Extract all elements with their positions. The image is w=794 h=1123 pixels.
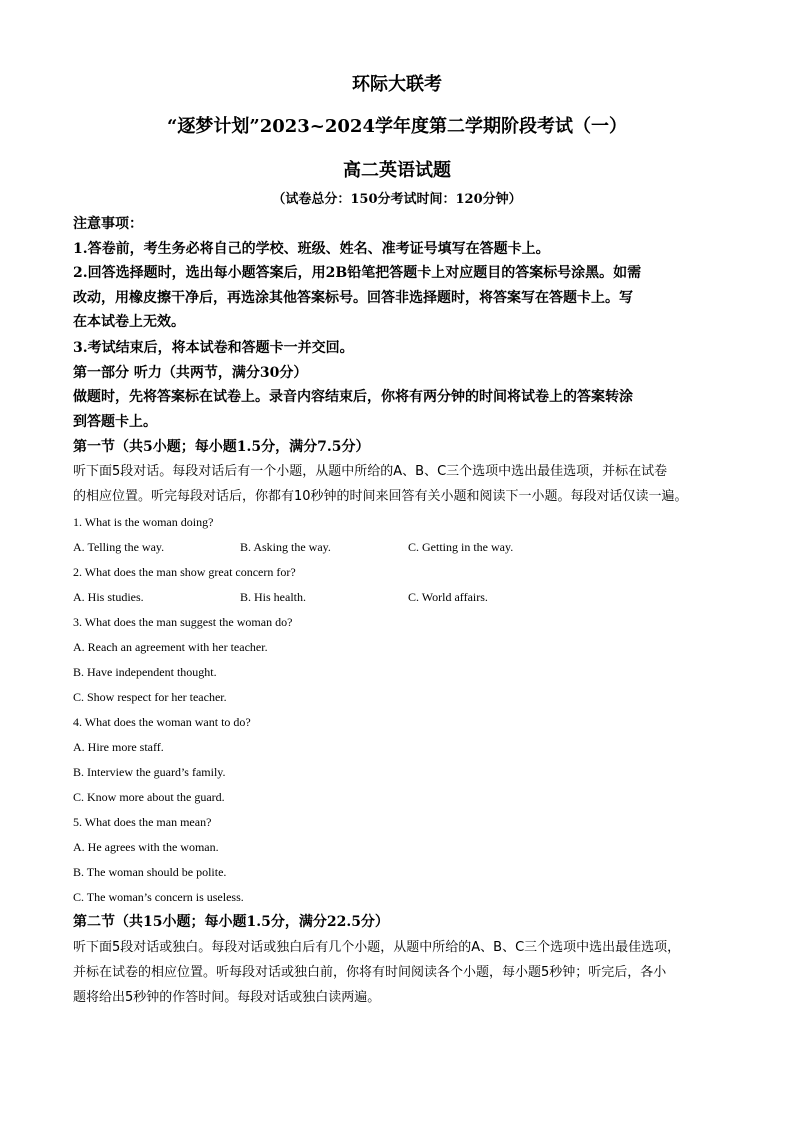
section1-instruction-line: 听下面5段对话。每段对话后有一个小题，从题中所给的A、B、C三个选项中选出最佳选项，并标在试卷 [73, 464, 668, 479]
exam-session-title: “逐梦计划”2023~2024学年度第二学期阶段考试（一） [167, 116, 627, 137]
note-item-2 [73, 261, 723, 335]
subject-title: 高二英语试题 [343, 160, 451, 181]
notes-heading: 注意事项： [73, 216, 143, 232]
section1-heading: 第一节（共5小题；每小题1.5分，满分7.5分） [73, 439, 370, 455]
section2-heading: 第二节（共15小题；每小题1.5分，满分22.5分） [73, 914, 389, 930]
section2-instruction-line: 并标在试卷的相应位置。听每段对话或独白前，你将有时间阅读各个小题，每小题5秒钟；听完后，各小 [73, 965, 667, 980]
note-item-1: 1.答卷前，考生务必将自己的学校、班级、姓名、准考证号填写在答题卡上。 [73, 241, 550, 257]
question-1-option-a: A. Telling the way. [73, 540, 165, 554]
question-5-option-a: A. He agrees with the woman. [73, 840, 219, 854]
question-4-option-c: C. Know more about the guard. [73, 790, 225, 804]
question-4-stem: 4. What does the woman want to do? [73, 715, 251, 729]
section2-instruction [73, 935, 733, 1010]
question-1-stem: 1. What is the woman doing? [73, 515, 214, 529]
question-3-stem: 3. What does the man suggest the woman do? [73, 615, 293, 629]
section1-instruction [73, 459, 733, 509]
exam-score-time: （试卷总分：150分考试时间：120分钟） [272, 192, 522, 207]
question-2-stem: 2. What does the man show great concern for? [73, 565, 296, 579]
question-3-option-b: B. Have independent thought. [73, 665, 217, 679]
question-2-option-b: B. His health. [240, 590, 306, 604]
question-4-option-a: A. Hire more staff. [73, 740, 164, 754]
note-item-2-line: 改动，用橡皮擦干净后，再选涂其他答案标号。回答非选择题时，将答案写在答题卡上。写 [73, 289, 633, 306]
question-5-option-b: B. The woman should be polite. [73, 865, 227, 879]
question-3-option-c: C. Show respect for her teacher. [73, 690, 227, 704]
section2-instruction-line: 题将给出5秒钟的作答时间。每段对话或独白读两遍。 [73, 990, 381, 1005]
question-2-option-c: C. World affairs. [408, 590, 488, 604]
section2-instruction-line: 听下面5段对话或独白。每段对话或独白后有几个小题，从题中所给的A、B、C三个选项中选出最佳选项， [73, 940, 681, 955]
question-3-option-a: A. Reach an agreement with her teacher. [73, 640, 268, 654]
question-4-option-b: B. Interview the guard’s family. [73, 765, 226, 779]
question-5-stem: 5. What does the man mean? [73, 815, 212, 829]
note-item-3: 3.考试结束后，将本试卷和答题卡一并交回。 [73, 340, 354, 356]
note-item-2-line: 2.回答选择题时，选出每小题答案后，用2B铅笔把答题卡上对应题目的答案标号涂黑。如需 [73, 265, 642, 281]
exam-alliance-title: 环际大联考 [352, 74, 442, 95]
note-item-2-line: 在本试卷上无效。 [73, 314, 185, 330]
question-1-option-c: C. Getting in the way. [408, 540, 514, 554]
question-5-option-c: C. The woman’s concern is useless. [73, 890, 244, 904]
part1-instruction [73, 385, 723, 434]
part1-instruction-line: 做题时，先将答案标在试卷上。录音内容结束后，你将有两分钟的时间将试卷上的答案转涂 [73, 389, 633, 405]
part1-heading: 第一部分 听力（共两节，满分30分） [73, 365, 308, 381]
part1-instruction-line: 到答题卡上。 [73, 413, 157, 430]
question-1-option-b: B. Asking the way. [240, 540, 331, 554]
question-2-option-a: A. His studies. [73, 590, 144, 604]
section1-instruction-line: 的相应位置。听完每段对话后，你都有10秒钟的时间来回答有关小题和阅读下一小题。每段对话仅读一遍。 [73, 489, 688, 504]
